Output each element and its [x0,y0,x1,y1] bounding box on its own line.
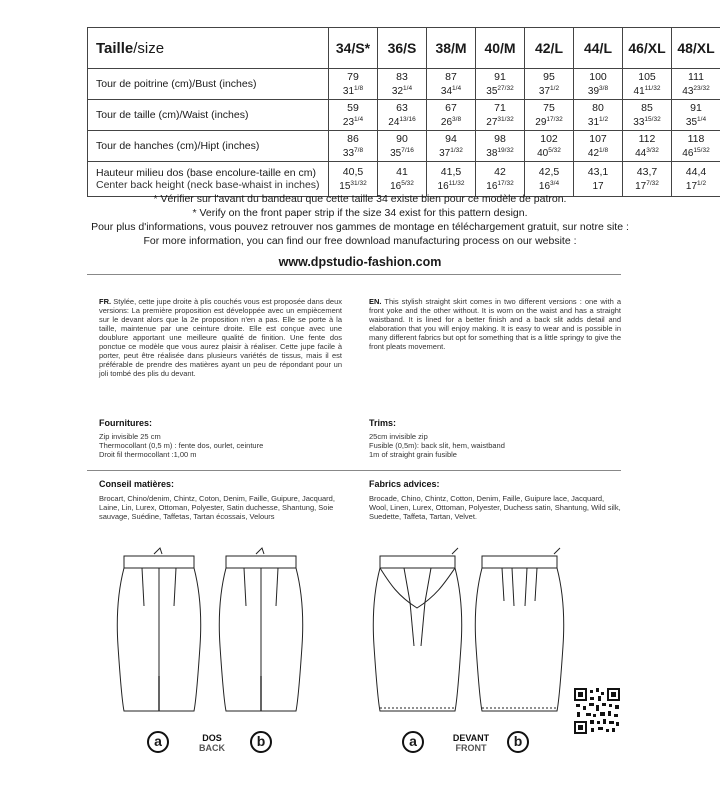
fournitures-title: Fournitures: [99,418,152,428]
cell-cm-value: 102 [540,132,558,145]
view-b-front-badge: b [507,731,529,753]
cell-cm-value: 95 [543,70,555,83]
cell-inch-value: $17^{7/32}$ [635,179,659,192]
cell-cm-value: 75 [543,101,555,114]
table-cell [672,100,720,131]
cell-inch-value: $39^{3/8}$ [587,84,609,97]
size-col-5: 44/L [574,28,623,69]
cell-cm-value: 91 [690,101,702,114]
table-cell [329,69,378,100]
cell-cm-value: 41,5 [440,165,462,178]
cell-inch-value: $16^{17/32}$ [486,179,514,192]
description-en: EN. This stylish straight skirt comes in two different versions : one with a front yoke and the other without. It is worn on the waist and has a straight waistband. It is lined for a better finish and a back slit adds detail and elaboration that you will enjoy making. It is easy to wear and is possible in many different fabrics but opt for something that is a little springy to give the front pleats movement. [369,297,621,351]
size-col-6: 46/XL [623,28,672,69]
cell-cm-value: 63 [396,101,408,114]
cell-inch-value: $42^{1/8}$ [587,146,609,159]
cell-cm-value: 111 [688,70,704,83]
cell-inch-value: $33^{7/8}$ [342,146,364,159]
cell-inch-value: $29^{17/32}$ [535,115,563,128]
list-item: 1m of straight grain fusible [369,450,457,459]
cell-cm-value: 86 [347,132,359,145]
table-cell [525,131,574,162]
cell-inch-value: $16^{3/4}$ [538,179,560,192]
cell-inch-value: $38^{19/32}$ [486,146,514,159]
cell-cm-value: 71 [494,101,506,114]
notes [0,192,720,269]
table-cell [427,69,476,100]
table-cell [378,69,427,100]
list-item: Thermocollant (0,5 m) : fente dos, ourlet, ceinture [99,441,264,450]
size-header-label: Taille/size [88,28,329,69]
cell-inch-value: $41^{11/32}$ [633,84,661,97]
table-cell [525,100,574,131]
table-row [88,100,720,131]
row-label: Tour de poitrine (cm)/Bust (inches) [88,69,329,100]
list-item: Fusible (0,5m): back slit, hem, waistband [369,441,505,450]
cell-cm-value: 42,5 [538,165,560,178]
table-cell [574,69,623,100]
size-col-2: 38/M [427,28,476,69]
table-row [88,69,720,100]
table-cell [672,131,720,162]
cell-inch-value: $16^{11/32}$ [437,179,465,192]
view-b-back-badge: b [250,731,272,753]
view-a-front-badge: a [402,731,424,753]
trims-title: Trims: [369,418,397,428]
table-cell [378,100,427,131]
divider [87,470,621,471]
table-cell [672,69,720,100]
fabrics-title: Fabrics advices: [369,479,440,489]
cell-inch-value: $46^{15/32}$ [682,146,710,159]
qr-code-icon[interactable] [574,688,620,734]
description-fr: FR. Stylée, cette jupe droite à plis couchés vous est proposée dans deux versions: La première proposition est développée avec un empiècement sur le devant alors que la 2e proposition n'en a pas. Elle se porte à la taille, maintenue par une ceinture droite. Elle est conçue avec une doublure apportant une meilleure qualité de finition. Une fente dos ponctue ce modèle que vous aurez plaisir à réaliser. Cette jupe facile à porter, peut être réalisée dans plusieurs variétés de tissus, mais il est préférable de prendre des matières ayant un peu de répondant pour un joli tombé des plis du devant. [99,297,342,378]
view-front-label: DEVANT FRONT [452,733,490,753]
skirt-back-view-b [216,546,306,718]
website-link[interactable]: www.dpstudio-fashion.com [278,255,442,269]
cell-inch-value: $15^{31/32}$ [339,179,367,192]
note-info-en: For more information, you can find our free download manufacturing process on our website : [143,235,577,247]
cell-inch-value: $34^{1/4}$ [440,84,462,97]
cell-inch-value: $23^{1/4}$ [342,115,364,128]
cell-inch-value: $26^{3/8}$ [440,115,462,128]
table-cell [476,100,525,131]
view-a-back-badge: a [147,731,169,753]
table-cell [329,100,378,131]
fabrics-text: Brocade, Chino, Chintz, Cotton, Denim, Faille, Guipure lace, Jacquard, Wool, Linen, Lurex, Ottoman, Polyester, Duchess satin, Shantung, Wild silk, Suedette, Taffeta, Tartan, Velvet. [369,494,621,521]
conseil-title: Conseil matières: [99,479,175,489]
size-col-3: 40/M [476,28,525,69]
table-cell [329,131,378,162]
size-col-1: 36/S [378,28,427,69]
list-item: Droit fil thermocollant :1,00 m [99,450,197,459]
size-col-0: 34/S* [329,28,378,69]
cell-cm-value: 107 [589,132,607,145]
list-item: 25cm invisible zip [369,432,428,441]
table-cell [623,131,672,162]
cell-inch-value: $35^{27/32}$ [486,84,514,97]
size-col-7: 48/XL [672,28,720,69]
cell-cm-value: 105 [638,70,656,83]
table-cell [623,69,672,100]
cell-inch-value: $33^{15/32}$ [633,115,661,128]
table-cell [427,131,476,162]
cell-cm-value: 91 [494,70,506,83]
table-cell [427,100,476,131]
cell-inch-value: $31^{1/2}$ [587,115,609,128]
cell-cm-value: 59 [347,101,359,114]
table-row [88,131,720,162]
conseil-text: Brocart, Chino/denim, Chintz, Coton, Denim, Faille, Guipure, Jacquard, Laine, Lin, Lurex, Ottoman, Polyester, Satin duchesse, Shantung, Soie sauvage, Suédine, Taffetas, Tartan écossais, Velours [99,494,335,521]
row-label: Tour de hanches (cm)/Hipt (inches) [88,131,329,162]
row-label: Tour de taille (cm)/Waist (inches) [88,100,329,131]
cell-inch-value: $24^{13/16}$ [388,115,416,128]
cell-inch-value: $44^{3/32}$ [635,146,659,159]
cell-inch-value: 17 [592,180,604,192]
cell-cm-value: 40,5 [342,165,364,178]
cell-inch-value: $37^{1/32}$ [439,146,463,159]
table-cell [476,131,525,162]
cell-cm-value: 80 [592,101,604,114]
cell-inch-value: $43^{23/32}$ [682,84,710,97]
table-cell [476,69,525,100]
cell-inch-value: $31^{1/8}$ [342,84,364,97]
cell-cm-value: 42 [494,165,506,178]
table-cell [574,131,623,162]
skirt-front-view-a [370,546,465,718]
list-item: Zip invisible 25 cm [99,432,161,441]
cell-cm-value: 112 [638,132,656,145]
note-verify-en: * Verify on the front paper strip if the size 34 exist for this pattern design. [192,207,528,219]
note-verify-fr: * Vérifier sur l'avant du bandeau que cette taille 34 existe bien pour ce modèle de patron. [153,193,567,205]
size-table [87,27,720,197]
table-cell [623,100,672,131]
size-table-header [88,28,720,69]
cell-inch-value: $35^{7/16}$ [390,146,414,159]
skirt-front-view-b [472,546,567,718]
cell-cm-value: 44,4 [685,165,707,178]
cell-cm-value: 79 [347,70,359,83]
fournitures-list [99,432,349,459]
cell-cm-value: 43,7 [636,165,658,178]
cell-cm-value: 100 [589,70,607,83]
table-cell [574,100,623,131]
skirt-back-view-a [114,546,204,718]
cell-cm-value: 43,1 [587,165,609,178]
cell-inch-value: $17^{1/2}$ [685,179,707,192]
row-label: Hauteur milieu dos (base encolure-taille en cm) Center back height (neck base-whaist in inches) [88,162,329,197]
cell-inch-value: $16^{5/32}$ [390,179,414,192]
cell-inch-value: $40^{5/32}$ [537,146,561,159]
cell-cm-value: 98 [494,132,506,145]
cell-cm-value: 118 [687,132,705,145]
divider [87,274,621,275]
view-back-label: DOS BACK [199,733,225,753]
cell-cm-value: 94 [445,132,457,145]
cell-cm-value: 87 [445,70,457,83]
cell-cm-value: 90 [396,132,408,145]
cell-inch-value: $27^{31/32}$ [486,115,514,128]
cell-cm-value: 83 [396,70,408,83]
note-info-fr: Pour plus d'informations, vous pouvez retrouver nos gammes de montage en téléchargement gratuit, sur notre site : [91,221,629,233]
cell-inch-value: $32^{1/4}$ [391,84,413,97]
cell-cm-value: 41 [396,165,408,178]
cell-inch-value: $35^{1/4}$ [685,115,707,128]
table-cell [378,131,427,162]
cell-cm-value: 67 [445,101,457,114]
cell-cm-value: 85 [641,101,653,114]
size-col-4: 42/L [525,28,574,69]
table-cell [525,69,574,100]
trims-list [369,432,619,459]
cell-inch-value: $37^{1/2}$ [538,84,560,97]
